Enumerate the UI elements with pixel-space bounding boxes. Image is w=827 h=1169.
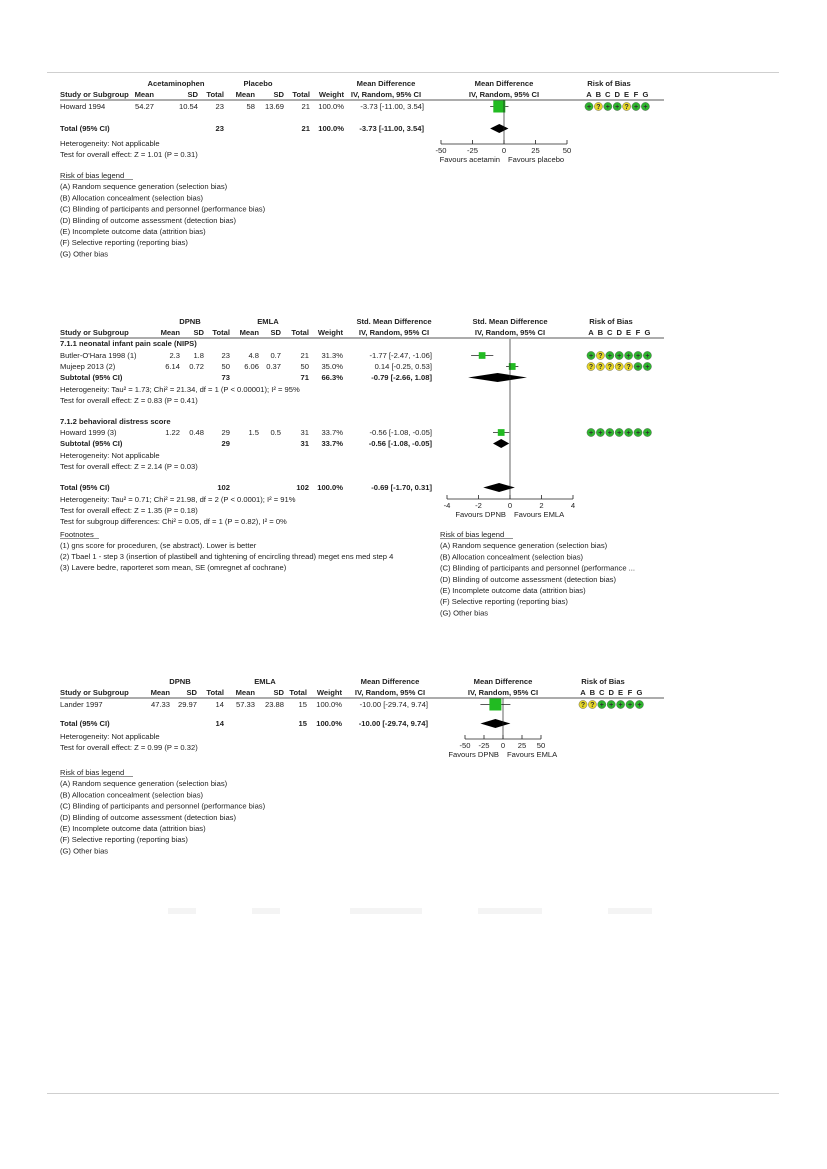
mean1-value: 6.14 xyxy=(165,362,180,371)
total1-value: 14 xyxy=(215,700,224,709)
rob-symbol: + xyxy=(588,429,594,437)
rob-letter-A: A xyxy=(586,90,592,99)
mean2-value: 58 xyxy=(246,102,255,111)
rob-legend-item: (F) Selective reporting (reporting bias) xyxy=(440,597,568,607)
x-tick-label: 0 xyxy=(501,146,507,155)
sd1-value: 10.54 xyxy=(178,102,198,111)
faint-mark xyxy=(252,908,280,914)
rob-symbol: + xyxy=(609,701,614,709)
subgroup-effect: Test for overall effect: Z = 2.14 (P = 0.03) xyxy=(60,462,198,471)
rob-legend-item: (D) Blinding of outcome assessment (detection bias) xyxy=(60,812,237,822)
subgroup-title: 7.1.2 behavioral distress score xyxy=(60,417,171,426)
rob-symbol: + xyxy=(607,429,612,437)
rob-letter-B: B xyxy=(595,90,602,99)
favours-right: Favours EMLA xyxy=(514,510,565,519)
mean1-value: 1.22 xyxy=(165,428,180,437)
heterogeneity-note: Heterogeneity: Not applicable xyxy=(60,732,160,741)
mean1-value: 54.27 xyxy=(134,102,154,111)
footnote: (3) Lavere bedre, raporteret som mean, SE (omregnet af cochrane) xyxy=(60,563,287,572)
rob-legend-item: (A) Random sequence generation (selection bias) xyxy=(60,182,228,192)
mean2-value: 4.8 xyxy=(248,351,259,360)
x-tick-label: -4 xyxy=(443,501,451,510)
rob-legend-item: (G) Other bias xyxy=(60,249,109,259)
total-weight: 33.7% xyxy=(321,439,343,448)
rob-letter-E: E xyxy=(618,688,624,697)
weight-header: Weight xyxy=(318,90,344,99)
study-header: Study or Subgroup xyxy=(60,688,129,697)
study-header: Study or Subgroup xyxy=(60,328,129,337)
total2-header: Total xyxy=(292,90,310,99)
total-weight: 66.3% xyxy=(321,373,343,382)
sd1-value: 29.97 xyxy=(177,700,197,709)
mean2-header: Mean xyxy=(235,688,255,697)
total-label: Total (95% CI) xyxy=(60,483,110,492)
rob-title: Risk of Bias xyxy=(589,317,633,326)
sd2-value: 0.7 xyxy=(270,351,281,360)
rob-letter-C: C xyxy=(607,328,613,337)
overall-heterogeneity: Heterogeneity: Tau² = 0.71; Chi² = 21.98, df = 2 (P < 0.0001); I² = 91% xyxy=(60,495,296,504)
total1-value: 50 xyxy=(221,362,230,371)
group2-header: Placebo xyxy=(243,79,273,88)
x-tick-label: 4 xyxy=(570,501,576,510)
rob-legend-item: (G) Other bias xyxy=(440,608,489,618)
total-ci: -0.69 [-1.70, 0.31] xyxy=(371,483,432,492)
total1-sum: 14 xyxy=(215,719,224,728)
rob-legend-item: (G) Other bias xyxy=(60,846,109,856)
rob-letter-E: E xyxy=(624,90,630,99)
total1-sum: 29 xyxy=(221,439,230,448)
weight-value: 100.0% xyxy=(318,102,344,111)
total2-sum: 71 xyxy=(300,373,309,382)
rob-symbol: + xyxy=(617,352,622,360)
total1-sum: 73 xyxy=(221,373,230,382)
total2-sum: 21 xyxy=(301,124,310,133)
method-header: IV, Random, 95% CI xyxy=(350,90,422,99)
rob-legend-item: (C) Blinding of participants and personnel (performance ... xyxy=(440,563,636,573)
sd2-header: SD xyxy=(273,688,284,697)
study-name: Butler-O'Hara 1998 (1) xyxy=(60,351,137,360)
total2-header: Total xyxy=(289,688,307,697)
rob-title: Risk of Bias xyxy=(587,79,631,88)
plot-measure-header: Std. Mean Difference xyxy=(472,317,548,326)
rob-symbol: + xyxy=(598,429,603,437)
rob-symbol: + xyxy=(643,103,648,111)
mean1-header: Mean xyxy=(134,90,154,99)
rob-symbol: ? xyxy=(598,363,603,371)
rob-symbol: ? xyxy=(624,103,629,111)
rob-symbol: + xyxy=(645,352,650,360)
rob-letter-B: B xyxy=(589,688,596,697)
x-tick-label: -25 xyxy=(467,146,478,155)
rob-legend-item: (B) Allocation concealment (selection bias) xyxy=(60,193,204,203)
footnote: (2) Tbael 1 - step 3 (insertion of plastibell and tightening of encircling thread) meget ens med step 4 xyxy=(60,552,394,561)
mean2-value: 1.5 xyxy=(248,428,259,437)
rob-letter-D: D xyxy=(614,90,620,99)
favours-right: Favours EMLA xyxy=(507,750,558,759)
rob-letter-C: C xyxy=(599,688,605,697)
rob-letter-D: D xyxy=(608,688,614,697)
ci-value: -0.56 [-1.08, -0.05] xyxy=(369,428,432,437)
mean1-header: Mean xyxy=(150,688,170,697)
rob-letter-A: A xyxy=(580,688,586,697)
total1-value: 23 xyxy=(221,351,230,360)
total1-header: Total xyxy=(206,90,224,99)
faint-mark xyxy=(478,908,542,914)
rob-symbol: ? xyxy=(580,701,586,709)
rob-symbol: + xyxy=(607,352,612,360)
method-header: IV, Random, 95% CI xyxy=(354,688,426,697)
rob-symbol: + xyxy=(618,701,623,709)
group2-header: EMLA xyxy=(257,317,279,326)
x-tick-label: -50 xyxy=(435,146,447,155)
rob-legend-item: (A) Random sequence generation (selection bias) xyxy=(60,779,228,789)
faint-mark xyxy=(350,908,422,914)
x-tick-label: 25 xyxy=(517,741,527,750)
group1-header: DPNB xyxy=(179,317,201,326)
rob-letter-G: G xyxy=(642,90,649,99)
total2-value: 31 xyxy=(300,428,309,437)
favours-right: Favours placebo xyxy=(508,155,565,164)
pooled-diamond xyxy=(480,719,510,728)
sd2-header: SD xyxy=(273,90,284,99)
mean1-header: Mean xyxy=(160,328,180,337)
rob-legend-item: (C) Blinding of participants and personnel (performance bias) xyxy=(60,801,266,811)
weight-value: 31.3% xyxy=(321,351,343,360)
rob-symbol: + xyxy=(626,352,631,360)
rob-legend-item: (E) Incomplete outcome data (attrition bias) xyxy=(60,824,206,833)
plot-measure-header: Mean Difference xyxy=(473,677,533,686)
rob-letter-F: F xyxy=(627,688,633,697)
rob-symbol: + xyxy=(599,701,604,709)
total-label: Subtotal (95% CI) xyxy=(60,439,123,448)
rob-letter-E: E xyxy=(626,328,632,337)
x-tick-label: 0 xyxy=(507,501,513,510)
total2-sum: 15 xyxy=(298,719,307,728)
rob-letter-G: G xyxy=(636,688,643,697)
rob-legend-item: (A) Random sequence generation (selection bias) xyxy=(440,541,608,551)
rob-legend-item: (C) Blinding of participants and personnel (performance bias) xyxy=(60,204,266,214)
x-tick-label: -50 xyxy=(459,741,471,750)
rob-symbol: + xyxy=(645,429,650,437)
footnotes-title: Footnotes xyxy=(60,530,94,539)
x-tick-label: 0 xyxy=(500,741,506,750)
rob-symbol: ? xyxy=(598,352,603,360)
rob-symbol: + xyxy=(605,103,610,111)
rob-legend-item: (D) Blinding of outcome assessment (detection bias) xyxy=(440,574,617,584)
rob-legend-title: Risk of bias legend xyxy=(60,171,125,180)
mean2-header: Mean xyxy=(239,328,259,337)
rob-symbol: ? xyxy=(617,363,622,371)
sd1-header: SD xyxy=(193,328,204,337)
rob-legend-item: (D) Blinding of outcome assessment (detection bias) xyxy=(60,215,237,225)
rob-letter-F: F xyxy=(633,90,639,99)
rob-symbol: + xyxy=(637,701,642,709)
weight-value: 35.0% xyxy=(321,362,343,371)
mean1-value: 47.33 xyxy=(150,700,170,709)
rob-letter-C: C xyxy=(605,90,611,99)
total-ci: -0.56 [-1.08, -0.05] xyxy=(368,439,432,448)
plot-method-header: IV, Random, 95% CI xyxy=(467,688,539,697)
sd1-value: 0.72 xyxy=(189,362,204,371)
x-tick-label: -2 xyxy=(475,501,482,510)
favours-left: Favours acetamin xyxy=(439,155,500,164)
study-header: Study or Subgroup xyxy=(60,90,129,99)
total1-header: Total xyxy=(206,688,224,697)
bottom-rule xyxy=(47,1093,779,1094)
faint-mark xyxy=(608,908,652,914)
overall-effect-note: Test for overall effect: Z = 1.01 (P = 0.31) xyxy=(60,150,198,159)
subgroup-effect: Test for overall effect: Z = 0.83 (P = 0.41) xyxy=(60,396,198,405)
weight-header: Weight xyxy=(316,688,342,697)
x-tick-label: 25 xyxy=(531,146,540,155)
total1-header: Total xyxy=(212,328,230,337)
plot-method-header: IV, Random, 95% CI xyxy=(474,328,546,337)
favours-left: Favours DPNB xyxy=(455,510,506,519)
rob-symbol: + xyxy=(635,352,641,360)
total2-value: 15 xyxy=(298,700,307,709)
total1-sum: 102 xyxy=(217,483,230,492)
rob-symbol: + xyxy=(615,103,620,111)
rob-symbol: ? xyxy=(607,363,612,371)
sd2-value: 23.88 xyxy=(264,700,284,709)
total1-value: 29 xyxy=(221,428,230,437)
mean1-value: 2.3 xyxy=(169,351,180,360)
total2-sum: 31 xyxy=(300,439,309,448)
mean2-value: 57.33 xyxy=(235,700,255,709)
mean2-value: 6.06 xyxy=(244,362,259,371)
rob-letter-A: A xyxy=(588,328,594,337)
total2-value: 21 xyxy=(301,102,310,111)
weight-value: 33.7% xyxy=(321,428,343,437)
weight-header: Weight xyxy=(317,328,343,337)
x-tick-label: 50 xyxy=(562,146,572,155)
footnote: (1) gns score for proceduren, (se abstract). Lower is better xyxy=(60,541,257,550)
overall-effect: Test for overall effect: Z = 1.35 (P = 0.18) xyxy=(60,506,198,515)
rob-symbol: + xyxy=(627,701,633,709)
sd1-header: SD xyxy=(186,688,197,697)
rob-legend-item: (E) Incomplete outcome data (attrition bias) xyxy=(440,586,586,595)
x-tick-label: -25 xyxy=(478,741,490,750)
total-weight: 100.0% xyxy=(317,483,343,492)
rob-letter-D: D xyxy=(616,328,622,337)
total-weight: 100.0% xyxy=(318,124,344,133)
total-ci: -0.79 [-2.66, 1.08] xyxy=(371,373,432,382)
ci-value: 0.14 [-0.25, 0.53] xyxy=(374,362,432,371)
rob-legend-item: (F) Selective reporting (reporting bias) xyxy=(60,238,188,248)
rob-symbol: + xyxy=(633,103,639,111)
total-label: Total (95% CI) xyxy=(60,124,110,133)
rob-letter-G: G xyxy=(644,328,651,337)
plot-measure-header: Mean Difference xyxy=(474,79,534,88)
ci-value: -3.73 [-11.00, 3.54] xyxy=(360,102,424,111)
sd2-value: 0.37 xyxy=(266,362,281,371)
sd1-value: 1.8 xyxy=(193,351,204,360)
favours-left: Favours DPNB xyxy=(448,750,499,759)
rob-legend-item: (F) Selective reporting (reporting bias) xyxy=(60,835,188,845)
total-ci: -10.00 [-29.74, 9.74] xyxy=(358,719,428,728)
method-header: IV, Random, 95% CI xyxy=(358,328,430,337)
weight-value: 100.0% xyxy=(316,700,342,709)
rob-symbol: + xyxy=(617,429,622,437)
study-name: Howard 1994 xyxy=(60,102,106,111)
group1-header: Acetaminophen xyxy=(147,79,205,88)
rob-legend-item: (B) Allocation concealment (selection bias) xyxy=(440,552,584,562)
total-weight: 100.0% xyxy=(316,719,342,728)
total2-value: 50 xyxy=(300,362,309,371)
plot-method-header: IV, Random, 95% CI xyxy=(468,90,540,99)
heterogeneity-note: Heterogeneity: Not applicable xyxy=(60,139,160,148)
subgroup-heterogeneity: Heterogeneity: Not applicable xyxy=(60,451,160,460)
x-tick-label: 50 xyxy=(536,741,546,750)
total1-value: 23 xyxy=(215,102,224,111)
subgroup-title: 7.1.1 neonatal infant pain scale (NIPS) xyxy=(60,339,197,348)
rob-legend-item: (B) Allocation concealment (selection bias) xyxy=(60,790,204,800)
rob-symbol: + xyxy=(586,103,592,111)
total-label: Total (95% CI) xyxy=(60,719,110,728)
x-tick-label: 2 xyxy=(539,501,544,510)
rob-symbol: + xyxy=(626,429,631,437)
sd2-value: 13.69 xyxy=(264,102,284,111)
subgroup-differences: Test for subgroup differences: Chi² = 0.05, df = 1 (P = 0.82), I² = 0% xyxy=(60,517,287,526)
group2-header: EMLA xyxy=(254,677,276,686)
rob-symbol: + xyxy=(588,352,594,360)
total2-sum: 102 xyxy=(296,483,309,492)
rob-legend-title: Risk of bias legend xyxy=(440,530,505,539)
measure-header: Std. Mean Difference xyxy=(356,317,432,326)
rob-title: Risk of Bias xyxy=(581,677,625,686)
subgroup-heterogeneity: Heterogeneity: Tau² = 1.73; Chi² = 21.34, df = 1 (P < 0.00001); I² = 95% xyxy=(60,385,300,394)
total2-header: Total xyxy=(291,328,309,337)
total1-sum: 23 xyxy=(215,124,224,133)
group1-header: DPNB xyxy=(169,677,191,686)
rob-symbol: ? xyxy=(596,103,601,111)
ci-value: -1.77 [-2.47, -1.06] xyxy=(369,351,432,360)
rob-letter-B: B xyxy=(597,328,604,337)
study-name: Lander 1997 xyxy=(60,700,103,709)
rob-symbol: ? xyxy=(588,363,594,371)
rob-symbol: + xyxy=(635,363,641,371)
study-name: Mujeep 2013 (2) xyxy=(60,362,116,371)
rob-symbol: + xyxy=(635,429,641,437)
total-ci: -3.73 [-11.00, 3.54] xyxy=(359,124,424,133)
rob-legend-title: Risk of bias legend xyxy=(60,768,125,777)
total-label: Subtotal (95% CI) xyxy=(60,373,123,382)
sd1-header: SD xyxy=(187,90,198,99)
study-name: Howard 1999 (3) xyxy=(60,428,117,437)
overall-effect-note: Test for overall effect: Z = 0.99 (P = 0.32) xyxy=(60,743,198,752)
mean2-header: Mean xyxy=(235,90,255,99)
rob-symbol: + xyxy=(645,363,650,371)
total2-value: 21 xyxy=(300,351,309,360)
rob-symbol: ? xyxy=(590,701,595,709)
sd1-value: 0.48 xyxy=(189,428,204,437)
point-estimate xyxy=(489,699,501,711)
ci-value: -10.00 [-29.74, 9.74] xyxy=(359,700,428,709)
sd2-value: 0.5 xyxy=(270,428,281,437)
faint-mark xyxy=(168,908,196,914)
rob-symbol: ? xyxy=(626,363,631,371)
rob-legend-item: (E) Incomplete outcome data (attrition bias) xyxy=(60,227,206,236)
sd2-header: SD xyxy=(270,328,281,337)
rob-letter-F: F xyxy=(635,328,641,337)
measure-header: Mean Difference xyxy=(356,79,416,88)
measure-header: Mean Difference xyxy=(360,677,420,686)
